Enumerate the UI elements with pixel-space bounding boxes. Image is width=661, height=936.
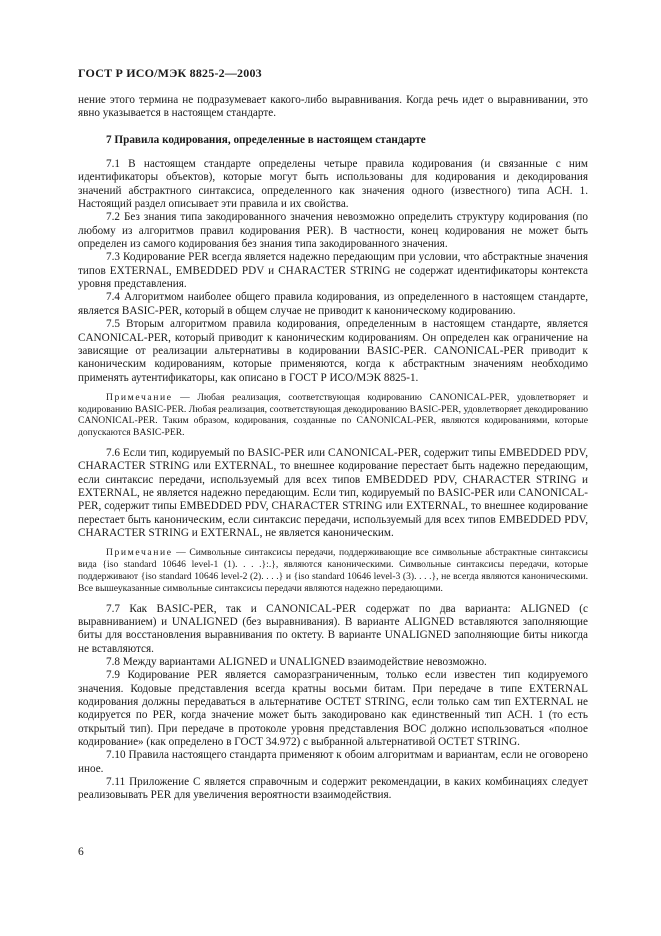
paragraph-7-4: 7.4 Алгоритмом наиболее общего правила кодирования, из определенного в настоящем стандарте, является BASIC-PER, который в общем случае не приводит к каноническому кодированию. (78, 291, 588, 317)
paragraph-7-11: 7.11 Приложение С является справочным и содержит рекомендации, в каких комбинациях следует реализовывать PER для увеличения вероятности взаимодействия. (78, 776, 588, 802)
paragraph-7-5: 7.5 Вторым алгоритмом правила кодирования, определенным в настоящем стандарте, является CANONICAL-PER, который приводит к каноническим кодированиям. Он определен как ограничение на зависящие от реализации альтернативы в кодировании BASIC-PER. CANONICAL-PER приводит к каноническим кодированиям, которые применяются, когда к абстрактным значениям необходимо применять аутентификаторы, как описано в ГОСТ Р ИСО/МЭК 8825-1. (78, 318, 588, 384)
note-label: Примечание (106, 547, 173, 559)
note-label: Примечание (106, 391, 173, 403)
paragraph-7-1: 7.1 В настоящем стандарте определены четыре правила кодирования (и связанные с ним идентификаторы объектов), которые могут быть использованы для кодирования и декодирования значений абстрактного синтаксиса, определенного как значения одного (известного) типа АСН. 1. Настоящий раздел описывает эти правила и их свойства. (78, 158, 588, 211)
paragraph-7-7: 7.7 Как BASIC-PER, так и CANONICAL-PER содержат по два варианта: ALIGNED (с выравниванием) и UNALIGNED (без выравнивания). В варианте ALIGNED вставляются заполняющие биты для восстановления выравнивания по октету. В варианте UNALIGNED заполняющие биты никогда не вставляются. (78, 602, 588, 655)
note-2-text: — Символьные синтаксисы передачи, поддерживающие все символьные абстрактные синтаксисы вида {iso standard 10646 level-1 (1). . . .}:.}, являются каноническими. Символьные синтаксисы передачи, которые поддерживают {iso standard 10646 level-2 (2). . . .} и {iso standard 10646 level-3 (3). . . .}, не всегда являются каноническими. Все вышеуказанные символьные синтаксисы передачи являются надежно передающими. (78, 547, 588, 594)
page-number: 6 (78, 846, 84, 858)
note-1 (78, 392, 588, 439)
paragraph-7-8: 7.8 Между вариантами ALIGNED и UNALIGNED взаимодействие невозможно. (106, 656, 487, 669)
page-content (78, 94, 588, 803)
note-1-text: — Любая реализация, соответствующая кодированию CANONICAL-PER, удовлетворяет и кодированию BASIC-PER. Любая реализация, соответствующая декодированию BASIC-PER, удовлетворяет декодированию CANONICAL-PER. Таким образом, кодирования, созданные по CANONICAL-PER, являются кодированиями, которые допускаются BASIC-PER. (78, 391, 588, 439)
intro-paragraph: нение этого термина не подразумевает какого-либо выравнивания. Когда речь идет о выравнивании, это явно указывается в настоящем стандарте. (78, 94, 588, 120)
section-heading: 7 Правила кодирования, определенные в настоящем стандарте (106, 133, 426, 146)
note-2 (78, 547, 588, 594)
paragraph-7-2: 7.2 Без знания типа закодированного значения невозможно определить структуру кодирования (по любому из алгоритмов правил кодирования PER). В частности, конец кодирования не может быть определен из самого кодирования без знания типа закодированного значения. (78, 211, 588, 251)
paragraph-7-9: 7.9 Кодирование PER является саморазграниченным, только если известен тип кодируемого значения. Кодовые представления всегда кратны восьми битам. При передаче в типе EXTERNAL кодирования должны передаваться в альтернативе OCTET STRING, если только сам тип EXTERNAL не кодируется по PER, когда значение может быть закодировано как единственный тип АСН. 1 (то есть открытый тип). При передаче в протоколе уровня представления ВОС должно использоваться «полное кодирование» (как определено в ГОСТ 34.972) с выбранной альтернативой OCTET STRING. (78, 669, 588, 749)
running-header: ГОСТ Р ИСО/МЭК 8825-2—2003 (78, 66, 262, 80)
paragraph-7-6: 7.6 Если тип, кодируемый по BASIC-PER или CANONICAL-PER, содержит типы EMBEDDED PDV, CHARACTER STRING или EXTERNAL, то внешнее кодирование перестает быть надежно передающим, если синтаксис передачи, используемый для всех типов EMBEDDED PDV, CHARACTER STRING и EXTERNAL, не является надежно передающим. Если тип, кодируемый по BASIC-PER или CANONICAL-PER, содержит типы EMBEDDED PDV, CHARACTER STRING или EXTERNAL, то внешнее кодирование перестает быть каноническим, если синтаксис передачи, используемый для всех типов EMBEDDED PDV, CHARACTER STRING и EXTERNAL, не является каноническим. (78, 447, 588, 540)
paragraph-7-3: 7.3 Кодирование PER всегда является надежно передающим при условии, что абстрактные значения типов EXTERNAL, EMBEDDED PDV и CHARACTER STRING не содержат идентификаторы контекста уровня представления. (78, 251, 588, 291)
paragraph-7-10: 7.10 Правила настоящего стандарта применяют к обоим алгоритмам и вариантам, если не оговорено иное. (78, 749, 588, 775)
